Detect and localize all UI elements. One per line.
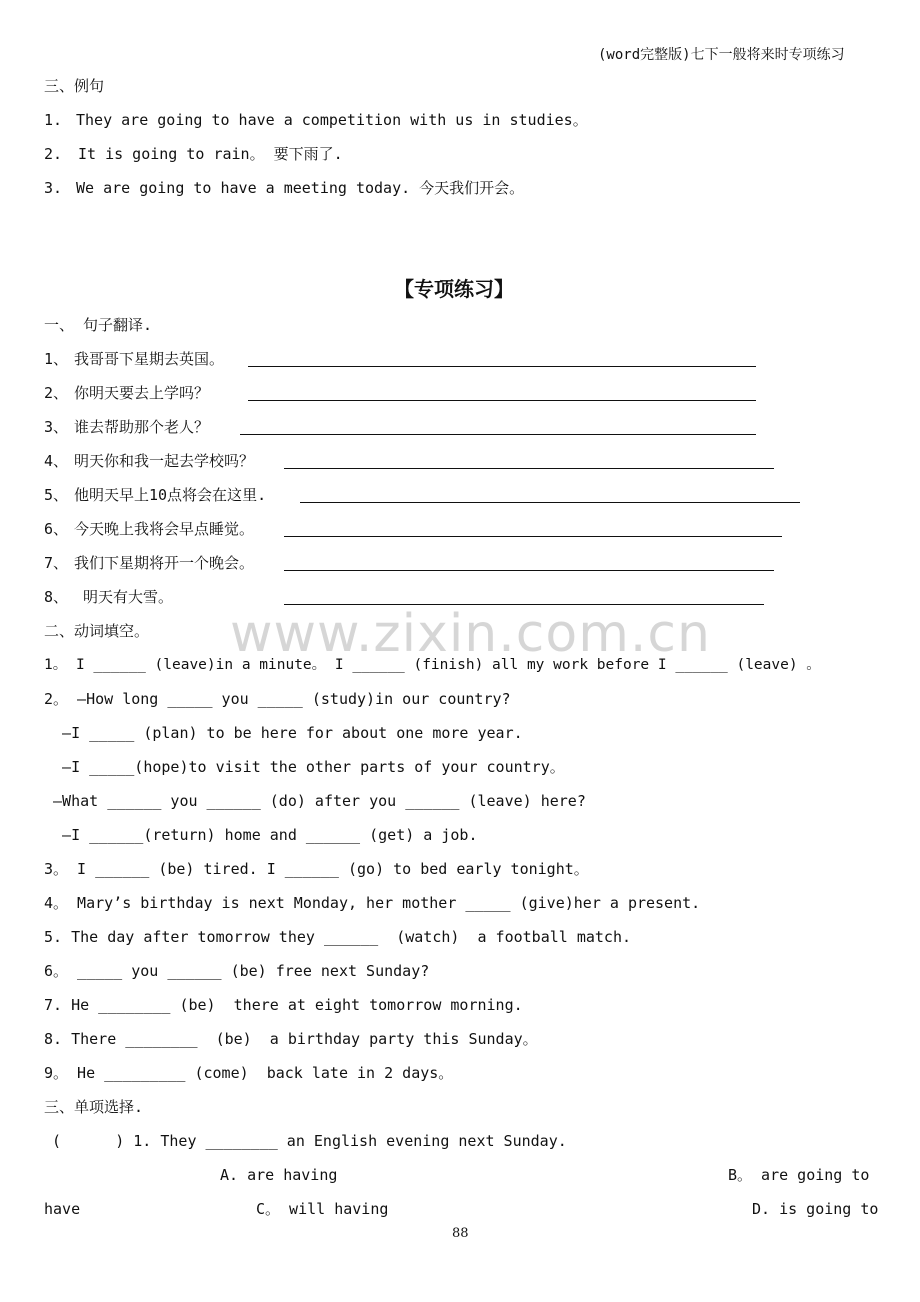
example-number: 1.: [44, 111, 63, 129]
answer-line[interactable]: [284, 468, 774, 469]
examples-heading: 三、例句: [44, 77, 105, 95]
page-title: 【专项练习】: [394, 277, 514, 301]
item-number: 1、: [44, 350, 69, 368]
item-number: 6、: [44, 520, 69, 538]
fill-blank-question: —I ______(return) home and ______ (get) a job.: [44, 826, 478, 844]
fill-blank-question: 8. There ________ (be) a birthday party this Sunday。: [44, 1030, 538, 1048]
item-number: 8、: [44, 588, 69, 606]
option-c[interactable]: C。 will having: [256, 1200, 389, 1218]
item-number: 5、: [44, 486, 69, 504]
item-number: 3、: [44, 418, 69, 436]
option-b[interactable]: B。 are going to: [728, 1166, 870, 1184]
translation-prompt: 今天晚上我将会早点睡觉。: [74, 520, 255, 538]
section3-heading: 三、单项选择.: [44, 1098, 144, 1116]
watermark: www.zixin.com.cn: [230, 604, 711, 664]
translation-prompt: 明天你和我一起去学校吗？: [74, 452, 255, 470]
translation-prompt: 明天有大雪。: [74, 588, 174, 606]
page-header: (word完整版)七下一般将来时专项练习: [598, 47, 845, 63]
translation-prompt: 我哥哥下星期去英国。: [74, 350, 225, 368]
fill-blank-question: 6。 _____ you ______ (be) free next Sunday?: [44, 962, 430, 980]
fill-blank-question: 3。 I ______ (be) tired. I ______ (go) to bed early tonight。: [44, 860, 589, 878]
option-b-continued: have: [44, 1200, 81, 1218]
answer-line[interactable]: [248, 366, 756, 367]
answer-line[interactable]: [284, 536, 782, 537]
item-number: 4、: [44, 452, 69, 470]
option-a[interactable]: A. are having: [220, 1166, 338, 1184]
fill-blank-question: 2。 —How long _____ you _____ (study)in our country?: [44, 690, 511, 708]
translation-prompt: 他明天早上10点将会在这里.: [74, 486, 267, 504]
page-number: 88: [452, 1226, 469, 1241]
fill-blank-question: —What ______ you ______ (do) after you ______ (leave) here?: [44, 792, 586, 810]
answer-line[interactable]: [284, 570, 774, 571]
fill-blank-question: 7. He ________ (be) there at eight tomorrow morning.: [44, 996, 523, 1014]
option-d[interactable]: D. is going to: [752, 1200, 879, 1218]
section2-heading: 二、动词填空。: [44, 622, 150, 640]
fill-blank-question: 5. The day after tomorrow they ______ (watch) a football match.: [44, 928, 631, 946]
fill-blank-question: —I _____(hope)to visit the other parts of your country。: [44, 758, 565, 776]
example-number: 2.: [44, 145, 63, 163]
answer-line[interactable]: [248, 400, 756, 401]
choice-question: ( ) 1. They ________ an English evening next Sunday.: [52, 1132, 567, 1150]
answer-line[interactable]: [300, 502, 800, 503]
item-number: 7、: [44, 554, 69, 572]
example-sentence: We are going to have a meeting today. 今天我们开会。: [76, 179, 525, 197]
fill-blank-question: 1。 I ______ (leave)in a minute。 I ______ (finish) all my work before I ______ (leave) 。: [44, 657, 821, 673]
translation-prompt: 你明天要去上学吗？: [74, 384, 210, 402]
example-sentence: It is going to rain。 要下雨了.: [78, 145, 343, 163]
item-number: 2、: [44, 384, 69, 402]
fill-blank-question: —I _____ (plan) to be here for about one more year.: [44, 724, 523, 742]
fill-blank-question: 4。 Mary’s birthday is next Monday, her mother _____ (give)her a present.: [44, 894, 701, 912]
answer-line[interactable]: [240, 434, 756, 435]
example-number: 3.: [44, 179, 63, 197]
translation-prompt: 谁去帮助那个老人？: [74, 418, 210, 436]
section1-heading: 一、 句子翻译.: [44, 316, 153, 334]
fill-blank-question: 9。 He _________ (come) back late in 2 days。: [44, 1064, 454, 1082]
translation-prompt: 我们下星期将开一个晚会。: [74, 554, 255, 572]
example-sentence: They are going to have a competition with us in studies。: [76, 111, 588, 129]
